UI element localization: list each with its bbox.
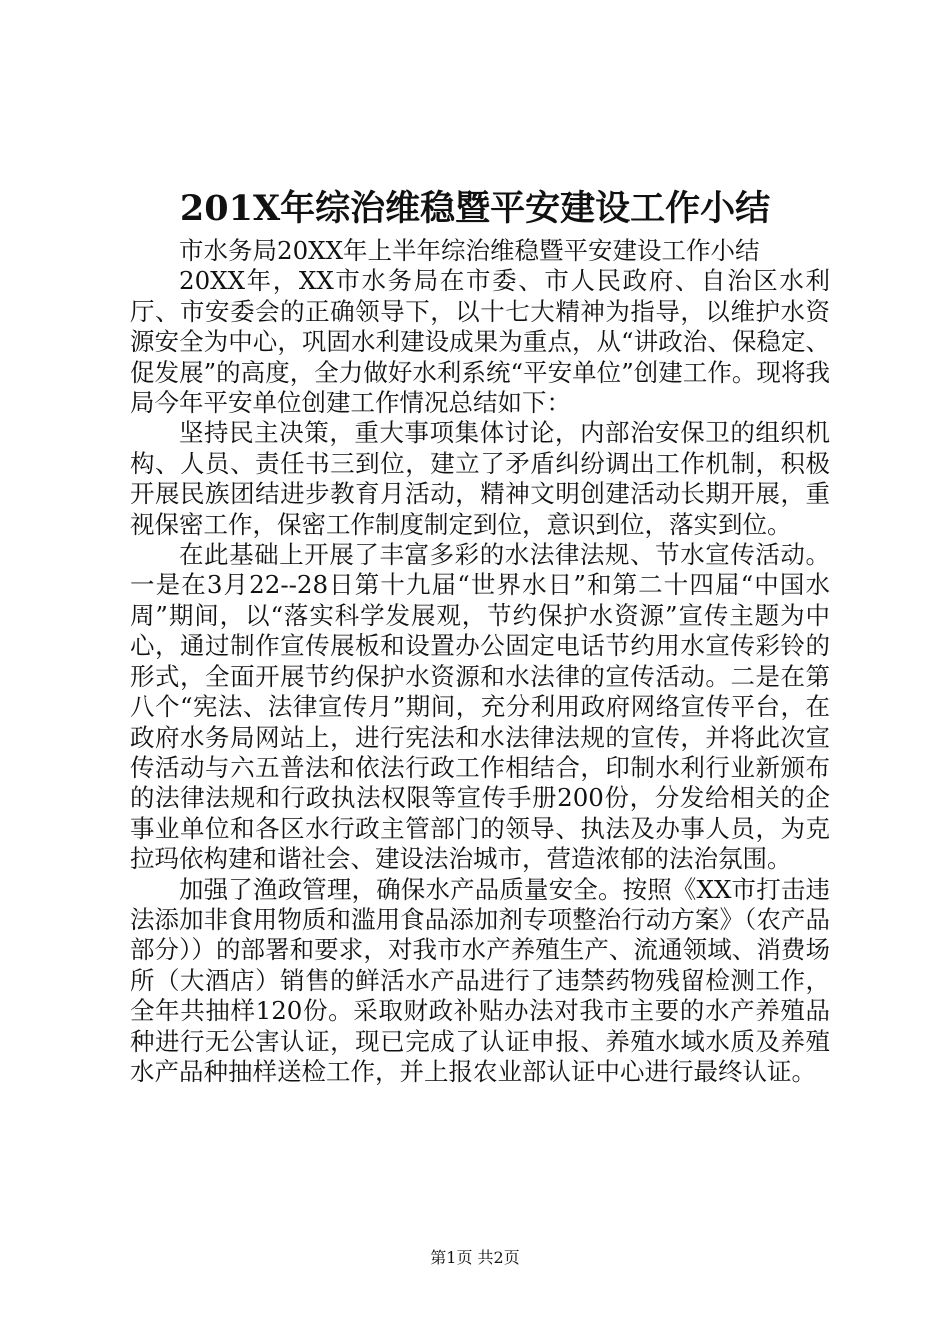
body-paragraph-decision: 坚持民主决策，重大事项集体讨论，内部治安保卫的组织机构、人员、责任书三到位，建立了矛盾纠纷调出工作机制，积极开展民族团结进步教育月活动，精神文明创建活动长期开展，重视保密工作，保密工作制度制定到位，意识到位，落实到位。 xyxy=(130,418,830,539)
body-paragraph-intro: 20XX年，XX市水务局在市委、市人民政府、自治区水利厅、市安委会的正确领导下，以十七大精神为指导，以维护水资源安全为中心，巩固水利建设成果为重点，从“讲政治、保稳定、促发展”的高度，全力做好水利系统“平安单位”创建工作。现将我局今年平安单位创建工作情况总结如下： xyxy=(130,266,830,418)
body-paragraph-publicity: 在此基础上开展了丰富多彩的水法律法规、节水宣传活动。一是在3月22--28日第十九届“世界水日”和第二十四届“中国水周”期间，以“落实科学发展观，节约保护水资源”宣传主题为中心，通过制作宣传展板和设置办公固定电话节约用水宣传彩铃的形式，全面开展节约保护水资源和水法律的宣传活动。二是在第八个“宪法、法律宣传月”期间，充分利用政府网络宣传平台，在政府水务局网站上，进行宪法和水法律法规的宣传，并将此次宣传活动与六五普法和依法行政工作相结合，印制水利行业新颁布的法律法规和行政执法权限等宣传手册200份，分发给相关的企事业单位和各区水行政主管部门的领导、执法及办事人员，为克拉玛依构建和谐社会、建设法治城市，营造浓郁的法治氛围。 xyxy=(130,540,830,874)
body-paragraph-fishery: 加强了渔政管理，确保水产品质量安全。按照《XX市打击违法添加非食用物质和滥用食品添加剂专项整治行动方案》（农产品部分））的部署和要求，对我市水产养殖生产、流通领域、消费场所（大酒店）销售的鲜活水产品进行了违禁药物残留检测工作，全年共抽样120份。采取财政补贴办法对我市主要的水产养殖品种进行无公害认证，现已完成了认证申报、养殖水域水质及养殖水产品种抽样送检工作，并上报农业部认证中心进行最终认证。 xyxy=(130,874,830,1086)
subtitle-paragraph: 市水务局20XX年上半年综治维稳暨平安建设工作小结 xyxy=(179,236,760,265)
document-title: 201X年综治维稳暨平安建设工作小结 xyxy=(179,188,771,229)
document-body xyxy=(130,236,830,1087)
page-footer: 第1页 共2页 xyxy=(430,1248,520,1267)
